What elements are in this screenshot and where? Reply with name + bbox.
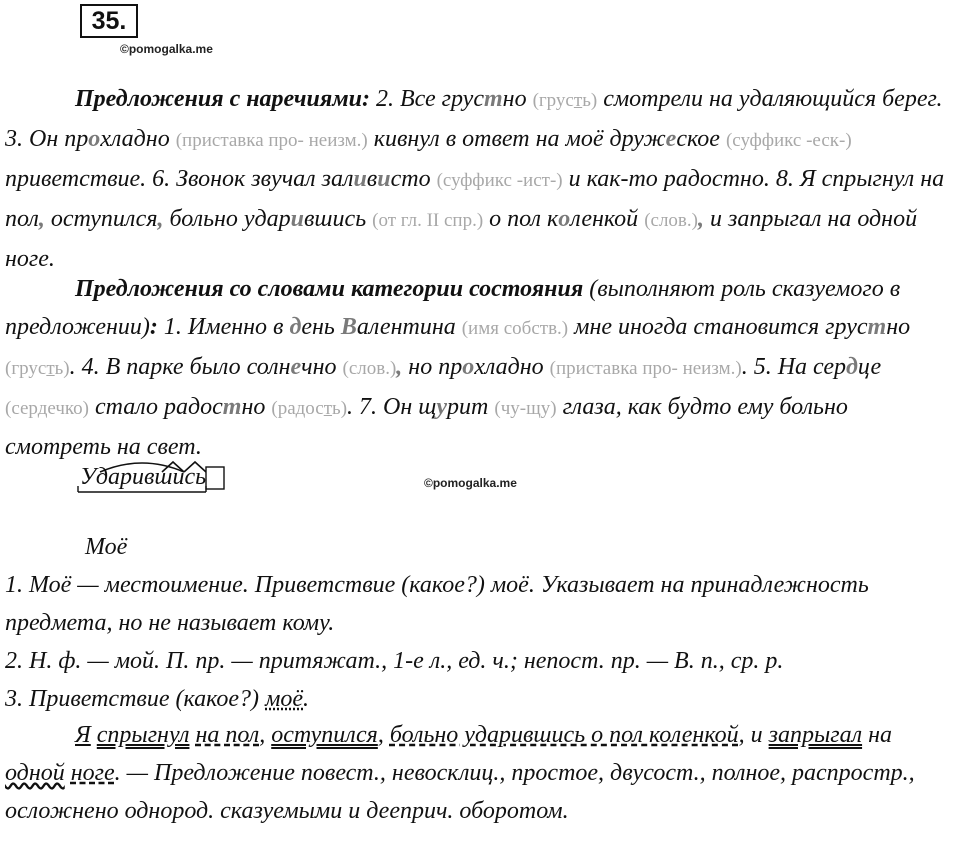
text: хладно [100,126,176,152]
text: кивнул в ответ на моё друж [367,126,666,152]
highlighted-letter: д [289,314,302,340]
text: вшись [304,206,373,232]
text: чно [301,354,343,380]
text: ское [676,126,726,152]
text: стало радос [88,394,223,420]
syntax-analysis: Я спрыгнул на пол, оступился, больно ударившись о пол коленкой, и запрыгал на одной ноге. — Предложение повест., невосклиц., простое, двусост., полное, распростр., осложнено однород. сказуемыми и дееприч. оборотом. [5,722,915,824]
note: (имя собств.) [461,318,569,339]
colon: : [149,314,158,340]
text: приветствие. 6. Звонок звучал зал [5,166,354,192]
highlighted-letter: т [222,394,242,420]
analysis-word: Моё [85,534,128,560]
text: но пр [402,354,463,380]
morpheme-analysis [78,458,228,496]
text: хладно [474,354,550,380]
highlighted-letter: и [377,166,391,192]
suffix-mark [184,462,206,472]
note: (грусть) [532,90,598,111]
note: (приставка про- неизм.) [549,358,742,379]
morphological-analysis [5,528,945,718]
heading-state-words: Предложения со словами категории состояния [75,276,584,302]
text: оступился [44,206,158,232]
text: в [366,166,378,192]
text: но [502,86,533,112]
note: (приставка про- неизм.) [175,130,368,151]
text: алентина [356,314,462,340]
text: це [857,354,882,380]
text: 2. Все грус [369,86,484,112]
text: но [241,394,272,420]
note: (суффикс -еск-) [725,130,852,151]
highlighted-letter: и [290,206,305,232]
participial-phrase: больно ударившись о пол коленкой [389,722,739,748]
predicate: запрыгал [768,722,863,748]
morpheme-marks [78,458,228,496]
highlighted-comma: , [396,354,403,380]
text: ленкой [570,206,645,232]
predicate: оступился [271,722,378,748]
highlighted-letter: е [290,354,302,380]
predicate: спрыгнул [96,722,190,748]
adverbial: ноге [70,760,115,786]
note: (чу-щу) [494,398,557,419]
analysis-line: 2. Н. ф. — мой. П. пр. — притяжат., 1-е л., ед. ч.; непост. пр. — В. п., ср. р. [5,648,784,674]
sentence-description: — Предложение повест., невосклиц., простое, двусост., полное, распростр., осложнено однород. сказуемыми и дееприч. оборотом. [5,760,915,824]
note: (радость) [271,398,348,419]
text: . 4. В парке было солн [69,354,291,380]
paragraph-adverbs [5,80,945,278]
text: и запрыгал на одной ноге. [5,206,918,272]
note: (от гл. II спр.) [372,210,484,231]
watermark: ©pomogalka.me [120,42,213,56]
underlined-word: моё [265,686,304,712]
text: (выполняют роль сказуемого в предложении) [5,276,901,340]
note: (суффикс -ист-) [436,170,563,191]
highlighted-comma: , [697,206,704,232]
highlighted-letter: д [846,354,858,380]
text: мне иногда становится грус [568,314,868,340]
note: (сердечко) [5,398,89,419]
text: 1. Именно в [157,314,290,340]
adverbial: на пол [195,722,260,748]
analysis-line: 3. Приветствие (какое?) моё. [5,686,310,712]
subject: Я [75,722,91,748]
highlighted-letter: о [462,354,475,380]
note: (слов.) [644,210,698,231]
analysis-line: 1. Моё — местоимение. Приветствие (какое?) моё. Указывает на принадлежность предмета, но не называет кому. [5,572,869,636]
text: глаза, как будто ему больно смотреть на свет. [5,394,848,460]
highlighted-letter: и [353,166,367,192]
text: и как-то радостно. 8. Я спрыгнул на пол [5,166,945,232]
text: . 7. Он щ [347,394,437,420]
highlighted-comma: , [157,206,164,232]
highlighted-letter: т [483,86,503,112]
highlighted-comma: , [38,206,45,232]
text: но [886,314,911,340]
morpheme-word: Ударившись [80,464,207,490]
text: больно удар [163,206,291,232]
text: о пол к [483,206,559,232]
postfix-box [206,467,224,489]
highlighted-letter: о [558,206,571,232]
note: (слов.) [342,358,397,379]
highlighted-letter: В [340,314,357,340]
attribute: одной [5,760,65,786]
highlighted-letter: е [665,126,677,152]
paragraph-state-words [5,270,945,466]
highlighted-letter: т [867,314,887,340]
highlighted-letter: у [436,394,448,420]
watermark: ©pomogalka.me [424,476,517,490]
text: ень [301,314,341,340]
heading-adverbs: Предложения с наречиями: [75,86,370,112]
task-number: 35. [80,4,138,38]
text: сто [390,166,437,192]
text: рит [447,394,495,420]
highlighted-letter: о [88,126,101,152]
note: (грусть) [5,358,70,379]
text: . 5. На сер [741,354,847,380]
text: смотрели на удаляющийся берег. 3. Он пр [5,86,943,152]
